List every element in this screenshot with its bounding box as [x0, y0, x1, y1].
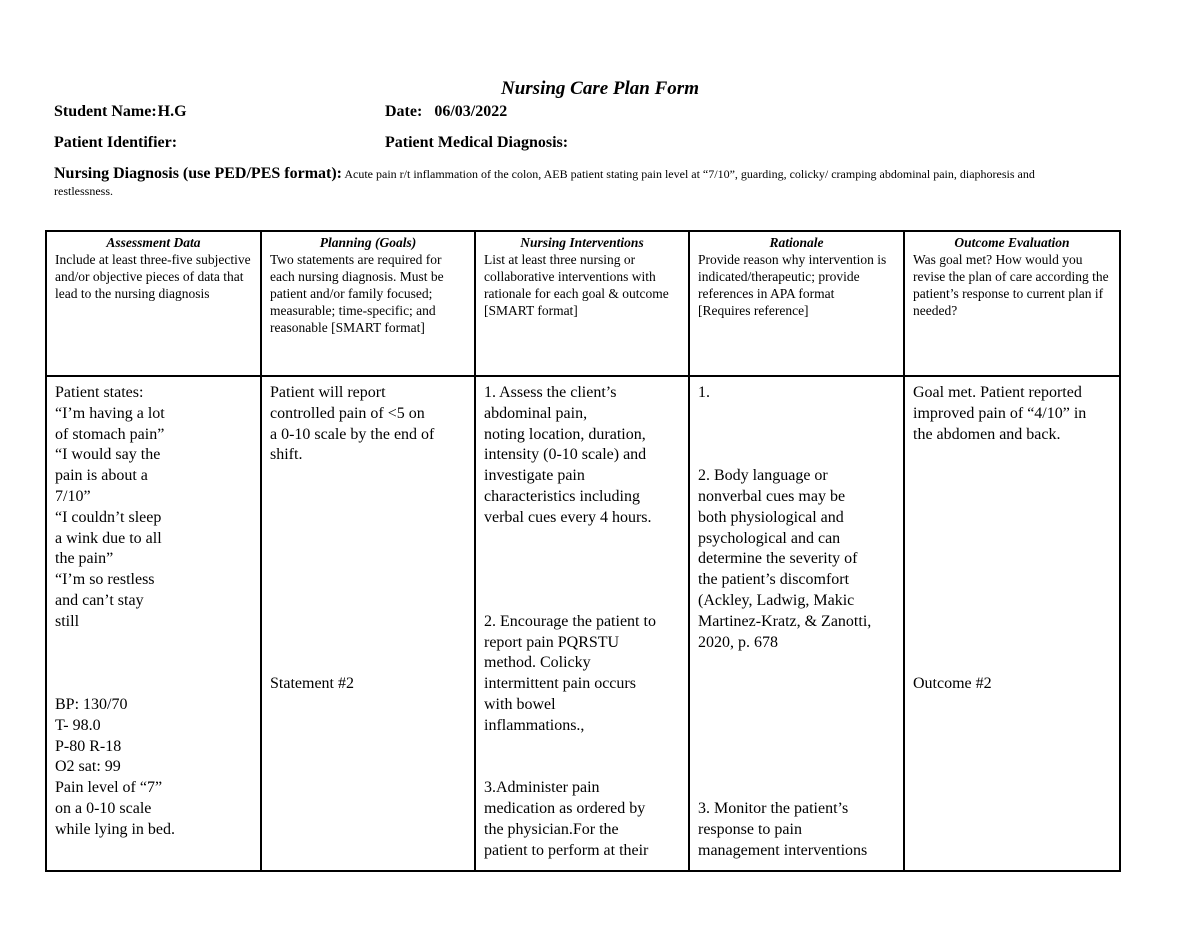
cell-text-line: 1. Assess the client’s	[484, 384, 617, 401]
header-outcome-evaluation	[904, 231, 1120, 376]
cell-text-line: investigate pain	[484, 467, 585, 485]
cell-text-line	[484, 737, 680, 758]
cell-text-line	[698, 674, 895, 695]
cell-text-line	[698, 653, 895, 674]
cell-text-line: P-80 R-18	[55, 737, 122, 755]
cell-text-line	[698, 445, 895, 466]
cell-text-line: Patient states:	[55, 384, 144, 401]
cell-text-line	[484, 591, 680, 612]
cell-text-line: BP: 130/70	[55, 695, 128, 713]
date-label: Date:	[385, 103, 423, 120]
header-description: Was goal met? How would you revise the plan of care according the patient’s response to current plan if needed?	[913, 252, 1109, 318]
cell-text-line: the abdomen and back.	[913, 425, 1061, 443]
nursing-diagnosis	[54, 165, 1064, 200]
cell-text-line	[270, 591, 466, 612]
cell-text-line: patient to perform at their	[484, 841, 649, 859]
cell-text-line: Pain level of “7”	[55, 779, 163, 797]
cell-text-line: method. Colicky	[484, 654, 591, 672]
cell-text-line	[698, 757, 895, 778]
cell-text-line	[913, 570, 1111, 591]
cell-text-line: response to pain	[698, 820, 802, 838]
cell-text-line: shift.	[270, 446, 303, 464]
header-title: Assessment Data	[106, 235, 201, 250]
cell-text-line	[913, 633, 1111, 654]
student-name-field	[54, 103, 187, 121]
cell-text-line	[270, 633, 466, 654]
outcome-evaluation-cell	[904, 376, 1120, 871]
cell-text-line: a wink due to all	[55, 529, 162, 547]
header-title: Rationale	[769, 235, 824, 250]
cell-text-line	[270, 570, 466, 591]
cell-text-line: still	[55, 612, 80, 630]
cell-text-line	[698, 778, 895, 799]
date-value: 06/03/2022	[434, 103, 508, 120]
cell-text-line: 7/10”	[55, 487, 91, 505]
cell-text-line: with bowel	[484, 695, 556, 713]
cell-text-line	[55, 653, 252, 674]
cell-text-line: controlled pain of <5 on	[270, 404, 425, 422]
header-title: Nursing Interventions	[520, 235, 644, 250]
cell-text-line	[698, 737, 895, 758]
cell-text-line: and can’t stay	[55, 591, 144, 609]
cell-text-line: psychological and can	[698, 529, 841, 547]
cell-text-line: inflammations.,	[484, 716, 585, 734]
cell-text-line	[913, 591, 1111, 612]
cell-text-line	[270, 508, 466, 529]
cell-text-line	[913, 549, 1111, 570]
cell-text-line: 2020, p. 678	[698, 633, 778, 651]
cell-text-line: Martinez-Kratz, & Zanotti,	[698, 612, 872, 630]
cell-text-line	[698, 716, 895, 737]
nursing-interventions-cell	[475, 376, 689, 871]
cell-text-line	[913, 529, 1111, 550]
cell-text-line: improved pain of “4/10” in	[913, 404, 1087, 422]
cell-text-line: 2. Encourage the patient to	[484, 612, 656, 630]
cell-text-line	[698, 695, 895, 716]
cell-text-line: (Ackley, Ladwig, Makic	[698, 591, 855, 609]
cell-text-line: Statement #2	[270, 675, 354, 693]
cell-text-line: 1.	[698, 384, 710, 401]
cell-text-line: “I would say the	[55, 446, 161, 464]
cell-text-line: noting location, duration,	[484, 425, 646, 443]
cell-text-line: “I’m having a lot	[55, 404, 165, 422]
cell-text-line	[484, 549, 680, 570]
cell-text-line	[484, 529, 680, 550]
student-name-value: H.G	[157, 103, 187, 120]
header-description: Two statements are required for each nursing diagnosis. Must be patient and/or family focused; measurable; time-specific; and reasonable [SMART format]	[270, 252, 444, 335]
cell-text-line: Outcome #2	[913, 675, 992, 693]
cell-text-line: characteristics including	[484, 487, 640, 505]
cell-text-line	[913, 508, 1111, 529]
cell-text-line	[913, 466, 1111, 487]
cell-text-line: while lying in bed.	[55, 820, 175, 838]
patient-identifier-label: Patient Identifier:	[54, 134, 178, 151]
cell-text-line	[484, 757, 680, 778]
header-description: List at least three nursing or collaborative interventions with rationale for each goal & outcome [SMART format]	[484, 252, 669, 318]
header-title: Planning (Goals)	[319, 235, 417, 250]
cell-text-line	[913, 445, 1111, 466]
planning-goals-cell	[261, 376, 475, 871]
cell-text-line: management interventions	[698, 841, 868, 859]
cell-text-line: both physiological and	[698, 508, 844, 526]
cell-text-line: intensity (0-10 scale) and	[484, 446, 647, 464]
cell-text-line: abdominal pain,	[484, 404, 588, 422]
cell-text-line: 3. Monitor the patient’s	[698, 799, 849, 817]
cell-text-line: on a 0-10 scale	[55, 799, 152, 817]
nursing-diagnosis-text: Acute pain r/t inflammation of the colon, AEB patient stating pain level at “7/10”, guarding, colicky/ cramping abdominal pain, diaphoresis and restlessness.	[54, 167, 1035, 198]
cell-text-line: the pain”	[55, 550, 114, 568]
cell-text-line: medication as ordered by	[484, 799, 646, 817]
cell-text-line: Goal met. Patient reported	[913, 384, 1082, 401]
rationale-cell	[689, 376, 904, 871]
cell-text-line	[55, 674, 252, 695]
cell-text-line	[55, 633, 252, 654]
cell-text-line	[270, 612, 466, 633]
medical-diagnosis-label: Patient Medical Diagnosis:	[385, 134, 569, 151]
header-assessment-data	[46, 231, 261, 376]
cell-text-line	[698, 425, 895, 446]
cell-text-line	[698, 404, 895, 425]
care-plan-table	[45, 230, 1121, 872]
cell-text-line	[913, 612, 1111, 633]
cell-text-line	[270, 487, 466, 508]
cell-text-line: pain is about a	[55, 467, 148, 485]
cell-text-line: a 0-10 scale by the end of	[270, 425, 435, 443]
assessment-data-cell	[46, 376, 261, 871]
table-row	[46, 376, 1120, 871]
cell-text-line: “I couldn’t sleep	[55, 508, 162, 526]
date-field	[385, 103, 507, 121]
cell-text-line: of stomach pain”	[55, 425, 165, 443]
cell-text-line: 2. Body language or	[698, 467, 828, 485]
student-name-label: Student Name:	[54, 103, 157, 120]
header-description: Include at least three-five subjective and/or objective pieces of data that lead to the nursing diagnosis	[55, 252, 251, 301]
cell-text-line	[270, 549, 466, 570]
table-header-row	[46, 231, 1120, 376]
cell-text-line: intermittent pain occurs	[484, 675, 636, 693]
header-nursing-interventions	[475, 231, 689, 376]
cell-text-line	[913, 653, 1111, 674]
cell-text-line	[270, 529, 466, 550]
cell-text-line: nonverbal cues may be	[698, 487, 846, 505]
cell-text-line: O2 sat: 99	[55, 758, 121, 776]
nursing-diagnosis-label: Nursing Diagnosis (use PED/PES format):	[54, 165, 343, 182]
cell-text-line	[270, 653, 466, 674]
cell-text-line	[484, 570, 680, 591]
cell-text-line: 3.Administer pain	[484, 779, 600, 797]
form-title: Nursing Care Plan Form	[501, 78, 699, 99]
cell-text-line: “I’m so restless	[55, 571, 155, 589]
cell-text-line: the physician.For the	[484, 820, 619, 838]
header-rationale	[689, 231, 904, 376]
header-description: Provide reason why intervention is indicated/therapeutic; provide references in APA format [Requires reference]	[698, 252, 887, 318]
header-planning-goals	[261, 231, 475, 376]
header-title: Outcome Evaluation	[954, 235, 1070, 250]
cell-text-line: report pain PQRSTU	[484, 633, 620, 651]
cell-text-line: Patient will report	[270, 384, 386, 401]
cell-text-line: determine the severity of	[698, 550, 858, 568]
cell-text-line: verbal cues every 4 hours.	[484, 508, 652, 526]
cell-text-line: the patient’s discomfort	[698, 571, 850, 589]
cell-text-line	[913, 487, 1111, 508]
cell-text-line	[270, 466, 466, 487]
cell-text-line: T- 98.0	[55, 716, 101, 734]
